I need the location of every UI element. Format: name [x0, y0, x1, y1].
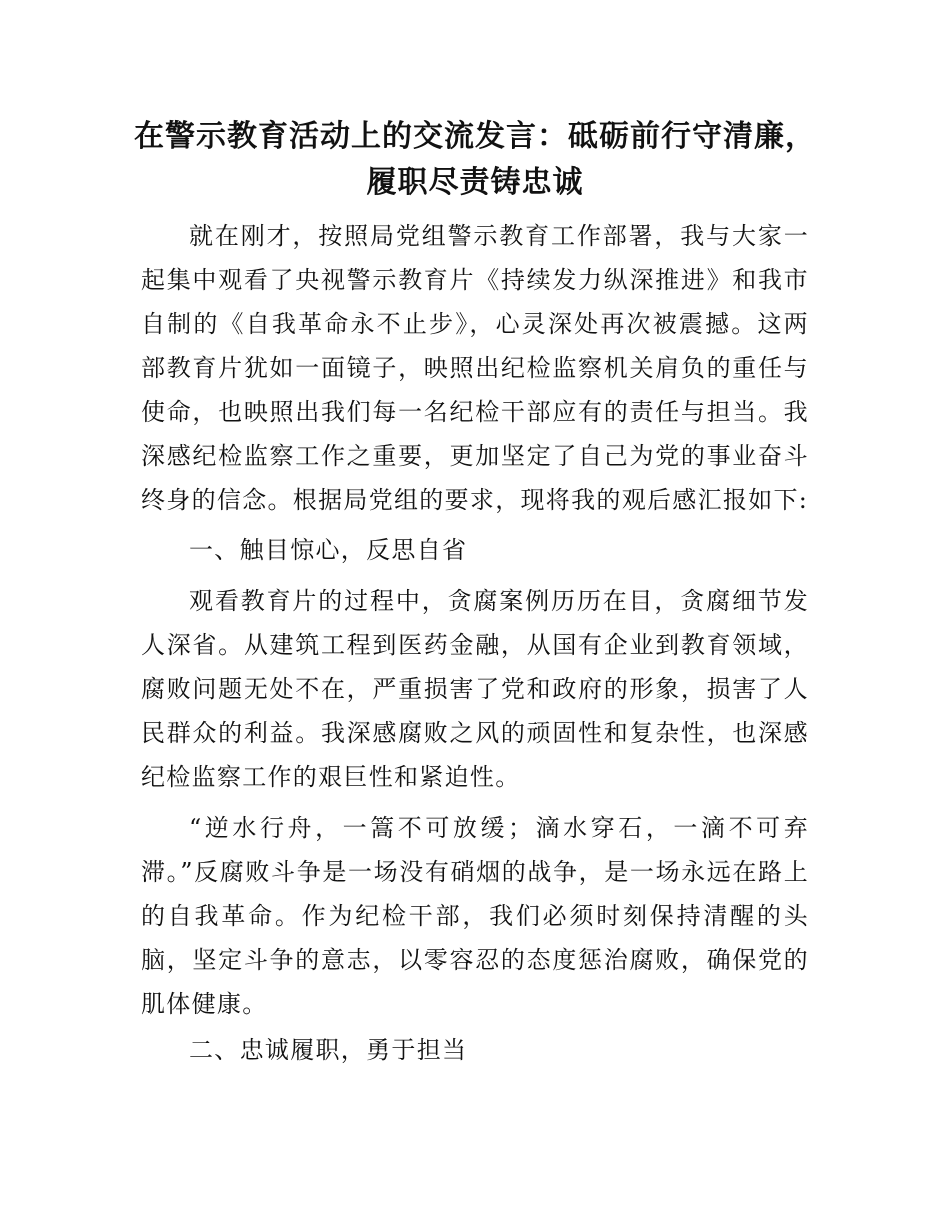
section-heading-1: 一、触目惊心，反思自省 — [189, 536, 468, 564]
document-title: 在警示教育活动上的交流发言：砥砺前行守清廉，履职尽责铸忠诚 — [134, 119, 816, 200]
intro-paragraph: 就在刚才，按照局党组警示教育工作部署，我与大家一起集中观看了央视警示教育片《持续发力纵深推进》和我市自制的《自我革命永不止步》，心灵深处再次被震撼。这两部教育片犹如一面镜子，映照出纪检监察机关肩负的重任与使命，也映照出我们每一名纪检干部应有的责任与担当。我深感纪检监察工作之重要，更加坚定了自己为党的事业奋斗终身的信念。根据局党组的要求，现将我的观后感汇报如下: — [141, 222, 809, 514]
section-heading-2: 二、忠诚履职，勇于担当 — [189, 1036, 468, 1064]
section-1-paragraph-1: 观看教育片的过程中，贪腐案例历历在目，贪腐细节发人深省。从建筑工程到医药金融，从国有企业到教育领域，腐败问题无处不在，严重损害了党和政府的形象，损害了人民群众的利益。我深感腐败之风的顽固性和复杂性，也深感纪检监察工作的艰巨性和紧迫性。 — [141, 587, 809, 791]
section-1-paragraph-2: “逆水行舟，一篙不可放缓；滴水穿石，一滴不可弃滞。”反腐败斗争是一场没有硝烟的战争，是一场永远在路上的自我革命。作为纪检干部，我们必须时刻保持清醒的头脑，坚定斗争的意志，以零容忍的态度惩治腐败，确保党的肌体健康。 — [141, 814, 809, 1018]
